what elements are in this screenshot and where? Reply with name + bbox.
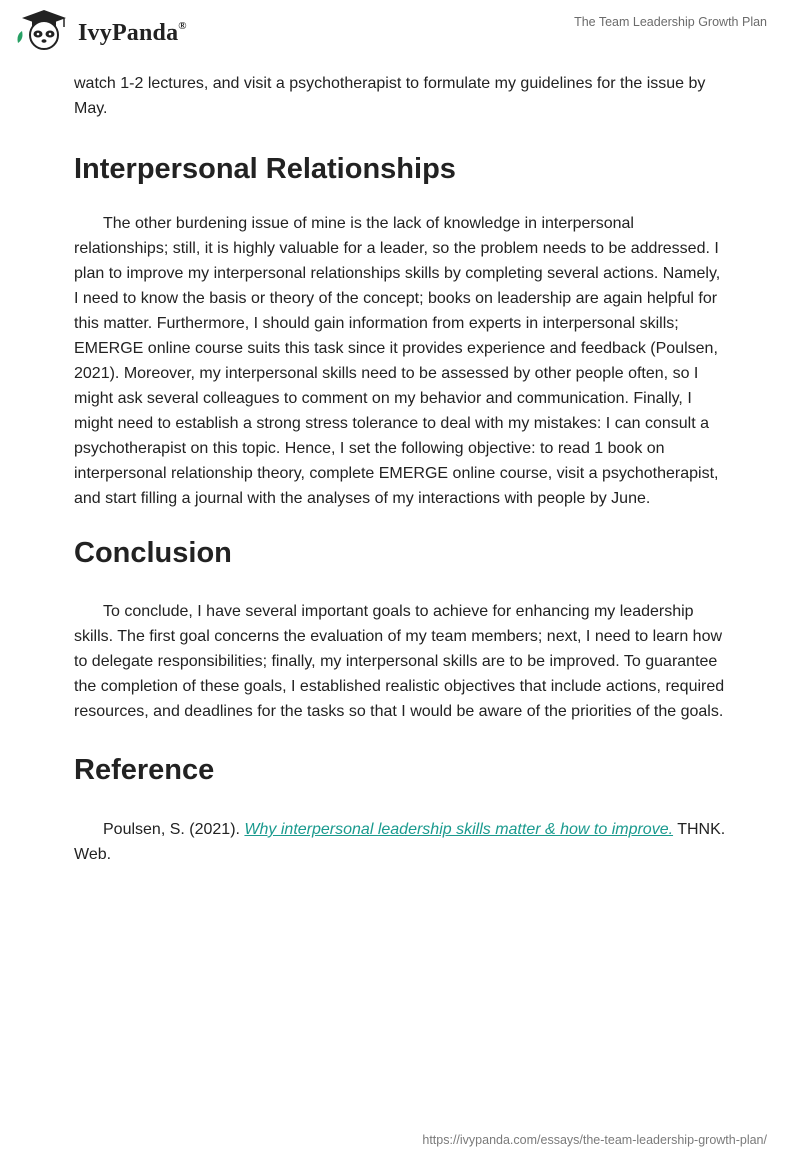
essay-content (74, 71, 726, 867)
page-header (0, 0, 800, 64)
reference-author: Poulsen, S. (2021). (103, 821, 240, 838)
conclusion-paragraph: To conclude, I have several important goals to achieve for enhancing my leadership skills. The first goal concerns the evaluation of my team members; next, I need to learn how to delegate responsibilities; finally, my interpersonal skills are to be improved. To guarantee the completion of these goals, I established realistic objectives that include actions, required resources, and deadlines for the tasks so that I would be aware of the priorities of the goals. (74, 603, 725, 720)
section-heading-interpersonal: Interpersonal Relationships (74, 153, 456, 185)
footer-url[interactable]: https://ivypanda.com/essays/the-team-leadership-growth-plan/ (422, 1133, 767, 1147)
reference-source: THNK. Web. (74, 821, 726, 863)
continued-paragraph: watch 1-2 lectures, and visit a psychotherapist to formulate my guidelines for the issue by May. (74, 75, 706, 117)
reference-link[interactable]: Why interpersonal leadership skills matter & how to improve. (244, 821, 674, 838)
section-heading-reference: Reference (74, 754, 215, 786)
section-heading-conclusion: Conclusion (74, 537, 232, 569)
panda-graduate-logo-icon[interactable] (14, 9, 74, 51)
brand-name[interactable]: IvyPanda® (78, 20, 187, 46)
reference-entry (74, 817, 726, 867)
interpersonal-paragraph: The other burdening issue of mine is the lack of knowledge in interpersonal relationships; still, it is highly valuable for a leader, so the problem needs to be addressed. I plan to improve my interpersonal relationships skills by completing several actions. Namely, I need to know the basis or theory of the concept; books on leadership are again helpful for this matter. Furthermore, I should gain information from experts in interpersonal skills; EMERGE online course suits this task since it provides experience and feedback (Poulsen, 2021). Moreover, my interpersonal skills need to be assessed by other people often, so I might ask several colleagues to comment on my behavior and communication. Finally, I might need to establish a strong stress tolerance to deal with my mistakes: I can consult a psychotherapist on this topic. Hence, I set the following objective: to read 1 book on interpersonal relationship theory, complete EMERGE online course, visit a psychotherapist, and start filling a journal with the analyses of my interactions with people by June. (74, 215, 721, 507)
document-title: The Team Leadership Growth Plan (574, 15, 767, 29)
